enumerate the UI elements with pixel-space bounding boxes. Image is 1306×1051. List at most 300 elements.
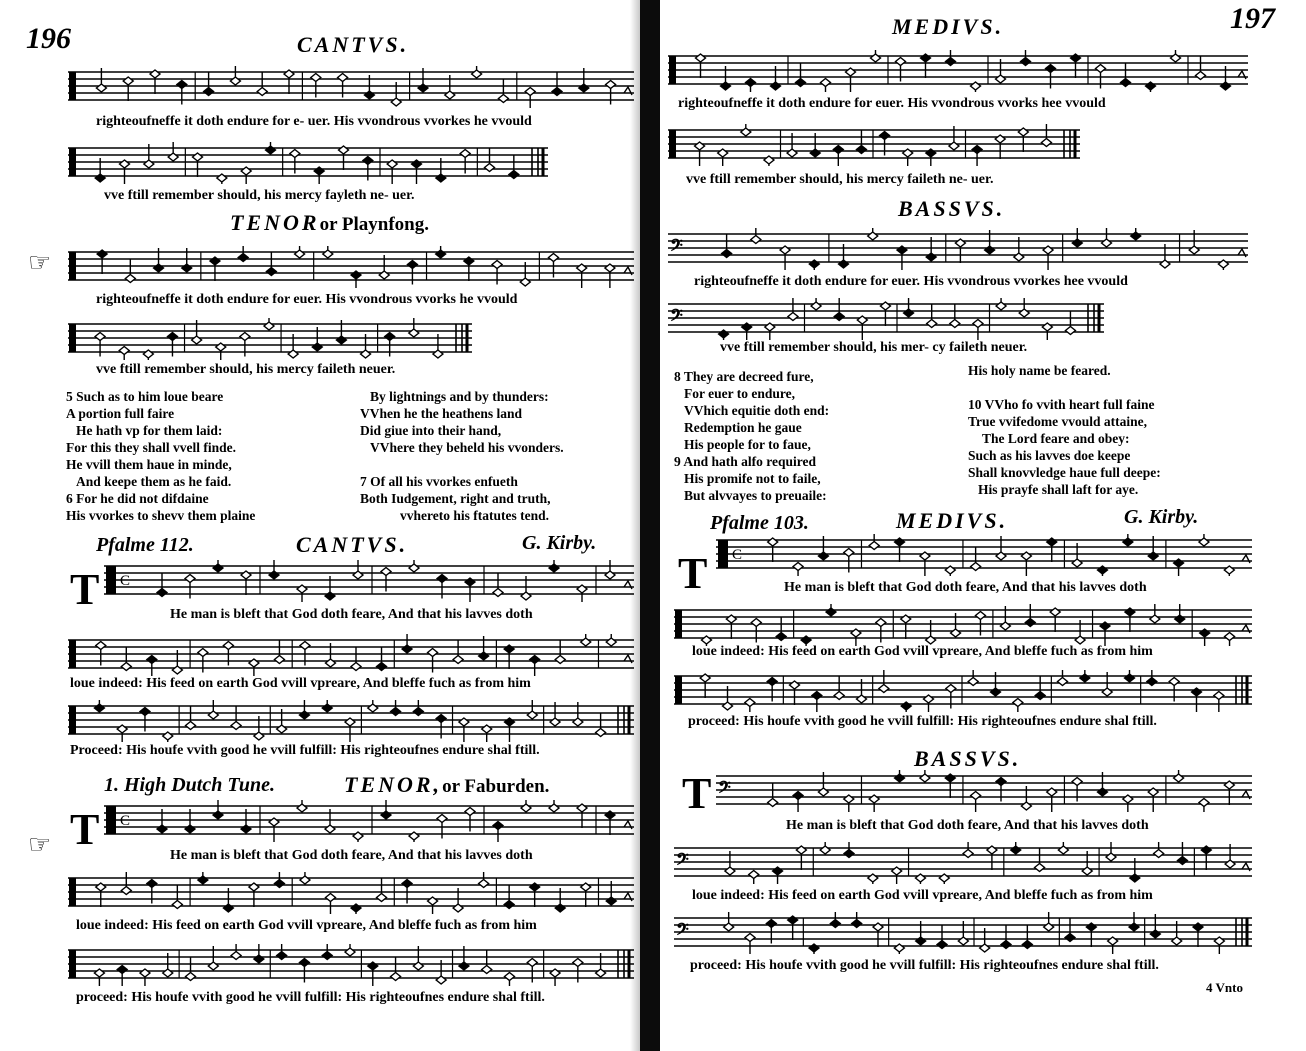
clef-mark xyxy=(69,640,76,668)
drop-cap: T xyxy=(70,805,100,854)
music-note-icon xyxy=(926,149,936,157)
verse-line: And keepe them as he faid. xyxy=(76,474,232,489)
music-note-icon xyxy=(793,563,803,571)
music-note-icon xyxy=(973,320,983,328)
music-note-icon xyxy=(1196,72,1206,80)
music-note-icon xyxy=(241,167,251,175)
lyric-line: righteoufneffe it doth endure for e- uer. His vvondrous vvorkes he vvould xyxy=(96,114,532,129)
music-note-icon xyxy=(846,68,856,76)
music-staff xyxy=(68,700,634,742)
music-note-icon xyxy=(198,649,208,657)
lyric-line: He man is bleft that God doth feare, And that his lavves doth xyxy=(170,848,533,863)
verse-column xyxy=(968,362,1161,498)
music-note-icon xyxy=(1018,128,1028,136)
lyric-line: proceed: His houfe vvith good he vvill fulfill: His righteoufnes endure shal ftill. xyxy=(76,990,545,1005)
music-note-icon xyxy=(996,778,1006,786)
music-note-icon xyxy=(985,246,995,254)
music-note-icon xyxy=(436,174,446,182)
music-staff xyxy=(674,604,1252,646)
music-note-icon xyxy=(217,174,227,182)
music-staff xyxy=(68,634,634,676)
music-note-icon xyxy=(1096,65,1106,73)
music-note-icon xyxy=(963,850,973,858)
music-note-icon xyxy=(338,74,348,82)
custos-mark xyxy=(1238,249,1246,257)
music-note-icon xyxy=(385,333,395,341)
music-note-icon xyxy=(266,146,276,154)
music-note-icon xyxy=(391,98,401,106)
music-note-icon xyxy=(946,58,956,66)
verse-column xyxy=(66,388,255,524)
music-note-icon xyxy=(299,959,309,967)
music-note-icon xyxy=(768,799,778,807)
tune-title: 1. High Dutch Tune. xyxy=(104,774,275,796)
music-note-icon xyxy=(363,157,373,165)
clef-mark xyxy=(718,540,728,568)
music-note-icon xyxy=(1035,864,1045,872)
music-note-icon xyxy=(749,871,759,879)
lyric-line: vve ftill remember should, his mercy faileth neuer. xyxy=(96,362,396,377)
lyric-line: vve ftill remember should, his mercy faileth ne- uer. xyxy=(686,172,994,187)
composer-name: G. Kirby. xyxy=(522,532,597,554)
music-staff xyxy=(68,318,472,360)
voice-heading-suffix: or Playnfong. xyxy=(319,214,429,235)
music-note-icon xyxy=(277,952,287,960)
music-note-icon xyxy=(231,952,241,960)
verse-line: His holy name be feared. xyxy=(968,363,1111,378)
meter-sign: C xyxy=(120,813,131,829)
music-note-icon xyxy=(428,649,438,657)
music-note-icon xyxy=(185,575,195,583)
music-note-icon xyxy=(1046,65,1056,73)
clef-mark: 𝄢 xyxy=(718,779,731,801)
music-note-icon xyxy=(436,715,446,723)
music-note-icon xyxy=(741,128,751,136)
music-note-icon xyxy=(147,656,157,664)
clef-mark xyxy=(69,72,76,100)
music-note-icon xyxy=(117,966,127,974)
music-note-icon xyxy=(460,150,470,158)
drop-cap: T xyxy=(682,769,712,818)
verse-line: He vvill them haue in minde, xyxy=(66,457,232,472)
verse-line: His people for to faue, xyxy=(684,437,811,452)
clef-mark xyxy=(69,706,76,734)
music-note-icon xyxy=(322,952,332,960)
voice-heading-bassus: BASSVS. xyxy=(898,196,1006,221)
voice-heading-label: TENOR, xyxy=(344,772,443,797)
voice-heading-bassus: BASSVS. xyxy=(914,746,1022,771)
music-note-icon xyxy=(377,894,387,902)
music-staff xyxy=(668,50,1248,92)
music-staff xyxy=(674,912,1252,954)
music-note-icon xyxy=(325,894,335,902)
music-note-icon xyxy=(167,333,177,341)
music-note-icon xyxy=(177,81,187,89)
clef-mark xyxy=(669,130,676,158)
lyric-line: loue indeed: His feed on earth God vvill vpreare, And bleffe fuch as from him xyxy=(70,676,531,691)
music-note-icon xyxy=(311,74,321,82)
music-note-icon xyxy=(465,808,475,816)
music-note-icon xyxy=(780,246,790,254)
clef-mark: 𝄢 xyxy=(676,921,689,943)
music-note-icon xyxy=(144,160,154,168)
music-staff xyxy=(68,872,634,914)
voice-heading-cantus: CANTVS. xyxy=(296,532,409,557)
music-note-icon xyxy=(821,79,831,87)
music-staff xyxy=(716,534,1252,576)
music-note-icon xyxy=(833,146,843,154)
music-note-icon xyxy=(926,253,936,261)
verse-line: His promife not to faile, xyxy=(684,471,821,486)
music-note-icon xyxy=(97,250,107,258)
music-note-icon xyxy=(869,542,879,550)
clef-mark xyxy=(69,950,76,978)
music-note-icon xyxy=(810,149,820,157)
music-note-icon xyxy=(125,275,135,283)
music-note-icon xyxy=(996,75,1006,83)
music-note-icon xyxy=(1043,246,1053,254)
music-note-icon xyxy=(377,663,387,671)
catchword: 4 Vnto xyxy=(1206,980,1243,995)
music-note-icon xyxy=(525,88,535,96)
music-note-icon xyxy=(323,250,333,258)
music-note-icon xyxy=(436,250,446,258)
music-note-icon xyxy=(266,268,276,276)
music-note-icon xyxy=(606,81,616,89)
music-note-icon xyxy=(147,880,157,888)
music-note-icon xyxy=(274,656,284,664)
music-note-icon xyxy=(121,663,131,671)
custos-mark xyxy=(624,87,632,95)
page-number: 196 xyxy=(26,22,71,55)
voice-heading-label: TENOR xyxy=(230,210,320,235)
music-note-icon xyxy=(402,880,412,888)
verse-line: 9 And hath alfo required xyxy=(674,454,817,469)
music-note-icon xyxy=(498,95,508,103)
verse-line: Both Iudgement, right and truth, xyxy=(360,491,551,506)
music-note-icon xyxy=(764,156,774,164)
lyric-line: loue indeed: His feed on earth God vvill vpreare, And bleffe fuch as from him xyxy=(692,888,1153,903)
music-note-icon xyxy=(1058,678,1068,686)
music-note-icon xyxy=(721,82,731,90)
music-note-icon xyxy=(121,887,131,895)
verse-line: VVhich equitie doth end: xyxy=(684,403,830,418)
music-note-icon xyxy=(927,320,937,328)
music-note-icon xyxy=(96,84,106,92)
music-note-icon xyxy=(1102,239,1112,247)
music-note-icon xyxy=(946,685,956,693)
music-staff xyxy=(68,246,634,288)
music-note-icon xyxy=(771,82,781,90)
music-note-icon xyxy=(766,920,776,928)
verse-line: 10 VVho fo vvith heart full faine xyxy=(968,397,1155,412)
music-staff xyxy=(68,66,634,108)
music-note-icon xyxy=(391,708,401,716)
music-note-icon xyxy=(751,619,761,627)
music-note-icon xyxy=(453,656,463,664)
music-note-icon xyxy=(300,642,310,650)
music-note-icon xyxy=(1014,253,1024,261)
music-note-icon xyxy=(968,678,978,686)
music-note-icon xyxy=(437,815,447,823)
music-note-icon xyxy=(1041,139,1051,147)
voice-heading-tenor xyxy=(230,210,429,236)
music-note-icon xyxy=(745,699,755,707)
music-staff xyxy=(716,770,1252,812)
music-note-icon xyxy=(880,132,890,140)
music-note-icon xyxy=(240,333,250,341)
music-note-icon xyxy=(834,692,844,700)
music-note-icon xyxy=(1001,941,1011,949)
music-note-icon xyxy=(1154,850,1164,858)
music-note-icon xyxy=(96,642,106,650)
music-staff xyxy=(668,124,1080,166)
lyric-line: Proceed: His houfe vvith good he vvill fulfill: His righteoufnes endure shal ftill. xyxy=(70,743,540,758)
music-staff xyxy=(674,842,1252,884)
music-note-icon xyxy=(339,146,349,154)
clef-mark xyxy=(69,148,76,176)
music-note-icon xyxy=(552,88,562,96)
music-note-icon xyxy=(1021,58,1031,66)
music-note-icon xyxy=(718,149,728,157)
music-note-icon xyxy=(695,142,705,150)
music-note-icon xyxy=(479,880,489,888)
left-page xyxy=(0,0,645,1051)
verse-line: The Lord feare and obey: xyxy=(982,431,1130,446)
music-note-icon xyxy=(274,880,284,888)
clef-mark xyxy=(69,324,76,352)
clef-mark: 𝄢 xyxy=(676,851,689,873)
lyric-line: righteoufneffe it doth endure for euer. His vvondrous vvorkes hee vvould xyxy=(694,274,1128,289)
meter-sign: C xyxy=(120,573,131,589)
music-note-icon xyxy=(1177,857,1187,865)
music-note-icon xyxy=(364,91,374,99)
music-note-icon xyxy=(1225,633,1235,641)
music-note-icon xyxy=(852,920,862,928)
music-note-icon xyxy=(168,153,178,161)
music-note-icon xyxy=(157,589,167,597)
verse-line: He hath vp for them laid: xyxy=(76,423,223,438)
music-note-icon xyxy=(1065,327,1075,335)
music-note-icon xyxy=(1072,239,1082,247)
verse-line: Did giue into their hand, xyxy=(360,423,502,438)
verse-line: True vvifedome vvould attaine, xyxy=(968,414,1147,429)
verse-line: For euer to endure, xyxy=(684,386,795,401)
music-note-icon xyxy=(1035,692,1045,700)
composer-name: G. Kirby. xyxy=(1124,506,1199,528)
music-note-icon xyxy=(975,612,985,620)
clef-mark xyxy=(675,610,682,638)
clef-mark xyxy=(69,878,76,906)
music-staff xyxy=(668,228,1248,270)
music-staff xyxy=(68,944,634,986)
drop-cap: T xyxy=(678,549,708,598)
music-note-icon xyxy=(844,850,854,858)
lyric-line: vve ftill remember should, his mercy fayleth ne- uer. xyxy=(104,188,415,203)
music-note-icon xyxy=(971,563,981,571)
verse-line: VVhere they beheld his vvonders. xyxy=(370,440,564,455)
music-note-icon xyxy=(830,920,840,928)
music-note-icon xyxy=(1214,692,1224,700)
music-note-icon xyxy=(596,729,606,737)
music-note-icon xyxy=(1025,619,1035,627)
music-note-icon xyxy=(971,792,981,800)
music-note-icon xyxy=(1121,79,1131,87)
music-note-icon xyxy=(950,320,960,328)
music-note-icon xyxy=(548,254,558,262)
verse-line: Redemption he gaue xyxy=(684,420,802,435)
clef-mark xyxy=(69,252,76,280)
lyric-line: He man is bleft that God doth feare, And that his lavves doth xyxy=(786,818,1149,833)
music-staff xyxy=(68,142,548,184)
music-note-icon xyxy=(140,708,150,716)
music-note-icon xyxy=(186,722,196,730)
music-note-icon xyxy=(746,79,756,87)
music-note-icon xyxy=(1022,941,1032,949)
music-note-icon xyxy=(573,959,583,967)
music-note-icon xyxy=(1131,232,1141,240)
music-note-icon xyxy=(493,822,503,830)
lyric-line: loue indeed: His feed on earth God vvill vpreare, And bleffe fuch as from him xyxy=(692,644,1153,659)
pointing-hand-icon: ☞ xyxy=(28,830,52,860)
music-note-icon xyxy=(788,313,798,321)
verse-line: For this they shall vvell finde. xyxy=(66,440,237,455)
music-note-icon xyxy=(492,261,502,269)
music-note-icon xyxy=(231,722,241,730)
verse-line: Shall knovvledge haue full deepe: xyxy=(968,465,1161,480)
music-note-icon xyxy=(284,70,294,78)
music-note-icon xyxy=(445,91,455,99)
psalm-title: Pfalme 103. xyxy=(710,512,809,534)
music-note-icon xyxy=(391,973,401,981)
music-note-icon xyxy=(314,167,324,175)
music-note-icon xyxy=(482,966,492,974)
verse-line: His prayfe shall laft for aye. xyxy=(978,482,1139,497)
music-note-icon xyxy=(407,261,417,269)
music-staff xyxy=(104,560,634,602)
music-note-icon xyxy=(351,663,361,671)
verse-line: But alvvayes to preuaile: xyxy=(684,488,827,503)
pointing-hand-icon: ☞ xyxy=(28,248,52,278)
meter-sign: C xyxy=(732,547,743,563)
music-note-icon xyxy=(530,656,540,664)
lyric-line: righteoufneffe it doth endure for euer. His vvondrous vvorks he vvould xyxy=(96,292,518,307)
music-note-icon xyxy=(437,575,447,583)
music-note-icon xyxy=(937,941,947,949)
music-note-icon xyxy=(193,153,203,161)
music-note-icon xyxy=(172,901,182,909)
clef-mark xyxy=(106,566,116,594)
music-note-icon xyxy=(230,77,240,85)
music-staff xyxy=(668,298,1104,340)
music-note-icon xyxy=(387,160,397,168)
music-note-icon xyxy=(509,171,519,179)
music-note-icon xyxy=(413,708,423,716)
music-note-icon xyxy=(204,88,214,96)
voice-heading-suffix: or Faburden. xyxy=(442,776,550,797)
music-note-icon xyxy=(995,135,1005,143)
music-note-icon xyxy=(290,150,300,158)
music-note-icon xyxy=(119,347,129,355)
music-note-icon xyxy=(793,792,803,800)
music-note-icon xyxy=(767,678,777,686)
music-note-icon xyxy=(186,973,196,981)
music-note-icon xyxy=(834,313,844,321)
voice-heading-medius: MEDIVS. xyxy=(896,508,1009,533)
music-note-icon xyxy=(787,149,797,157)
music-note-icon xyxy=(418,84,428,92)
verse-line: vvhereto his ftatutes tend. xyxy=(400,508,549,523)
music-note-icon xyxy=(493,589,503,597)
music-note-icon xyxy=(295,250,305,258)
verse-line: 5 Such as to him loue beare xyxy=(66,389,224,404)
verse-line: By lightnings and by thunders: xyxy=(370,389,549,404)
music-note-icon xyxy=(812,692,822,700)
verse-line: 8 They are decreed fure, xyxy=(674,369,814,384)
music-note-icon xyxy=(150,70,160,78)
lyric-line: righteoufneffe it doth endure for euer. His vvondrous vvorks hee vvould xyxy=(678,96,1106,111)
voice-heading-tenor xyxy=(344,772,549,798)
verse-line: Such as his lavves doe keepe xyxy=(968,448,1131,463)
music-note-icon xyxy=(504,901,514,909)
page-number: 197 xyxy=(1230,2,1275,35)
music-note-icon xyxy=(123,77,133,85)
music-note-icon xyxy=(903,149,913,157)
music-note-icon xyxy=(722,250,732,258)
music-note-icon xyxy=(485,164,495,172)
music-note-icon xyxy=(555,656,565,664)
custos-mark xyxy=(1238,71,1246,79)
verse-line: A portion full faire xyxy=(66,406,175,421)
music-note-icon xyxy=(868,232,878,240)
music-note-icon xyxy=(238,254,248,262)
music-note-icon xyxy=(876,619,886,627)
right-page xyxy=(660,0,1306,1051)
lyric-line: proceed: His houfe vvith good he vvill fulfill: His righteoufnes endure shal ftill. xyxy=(688,714,1157,729)
music-note-icon xyxy=(1146,82,1156,90)
music-note-icon xyxy=(844,549,854,557)
verse-column xyxy=(674,368,829,504)
music-note-icon xyxy=(856,146,866,154)
music-note-icon xyxy=(1065,934,1075,942)
music-note-icon xyxy=(412,160,422,168)
verse-line: VVhen he the heathens land xyxy=(360,406,523,421)
music-note-icon xyxy=(120,160,130,168)
music-note-icon xyxy=(223,642,233,650)
music-note-icon xyxy=(751,236,761,244)
lyric-line: He man is bleft that God doth feare, And that his lavves doth xyxy=(784,580,1147,595)
music-note-icon xyxy=(1199,799,1209,807)
lyric-line: loue indeed: His feed on earth God vvill vpreare, And bleffe fuch as from him xyxy=(76,918,537,933)
music-note-icon xyxy=(897,246,907,254)
lyric-line: proceed: His houfe vvith good he vvill fulfill: His righteoufnes endure shal ftill. xyxy=(690,958,1159,973)
music-note-icon xyxy=(504,973,514,981)
music-note-icon xyxy=(472,70,482,78)
music-staff xyxy=(674,670,1252,712)
music-note-icon xyxy=(1147,678,1157,686)
music-note-icon xyxy=(1013,699,1023,707)
verse-column xyxy=(360,388,564,524)
music-staff xyxy=(104,800,634,842)
music-note-icon xyxy=(1189,246,1199,254)
music-note-icon xyxy=(95,174,105,182)
clef-mark xyxy=(675,676,682,704)
voice-heading-cantus: CANTVS. xyxy=(297,32,410,57)
music-note-icon xyxy=(972,146,982,154)
drop-cap: T xyxy=(70,565,100,614)
clef-mark xyxy=(106,806,116,834)
music-note-icon xyxy=(381,568,391,576)
